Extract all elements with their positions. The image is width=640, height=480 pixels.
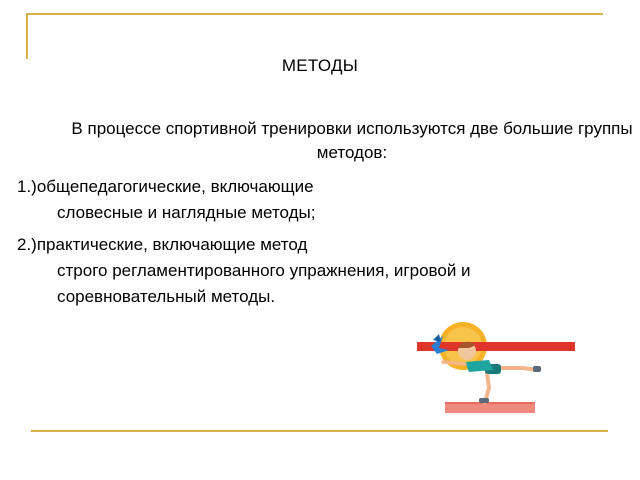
slide-title: МЕТОДЫ <box>281 56 359 75</box>
gymnast-balance-icon <box>413 318 575 418</box>
method-item-2-line-2: строго регламентированного упражнения, игровой и <box>57 261 471 280</box>
method-item-2 <box>17 232 617 310</box>
intro-text: В процессе спортивной тренировки используются две большие группы методов: <box>71 119 633 162</box>
method-item-2-first-line: 2.)практические, включающие метод <box>17 235 308 254</box>
method-item-1-first-line: 1.)общепедагогические, включающие <box>17 177 314 196</box>
method-item-1-line-2: словесные и наглядные методы; <box>57 203 316 222</box>
method-item-1 <box>17 174 617 226</box>
frame-top-line <box>27 13 603 15</box>
method-item-2-line-3: соревновательный методы. <box>57 287 276 306</box>
frame-left-line <box>26 13 28 59</box>
frame-bottom-line <box>31 430 608 432</box>
